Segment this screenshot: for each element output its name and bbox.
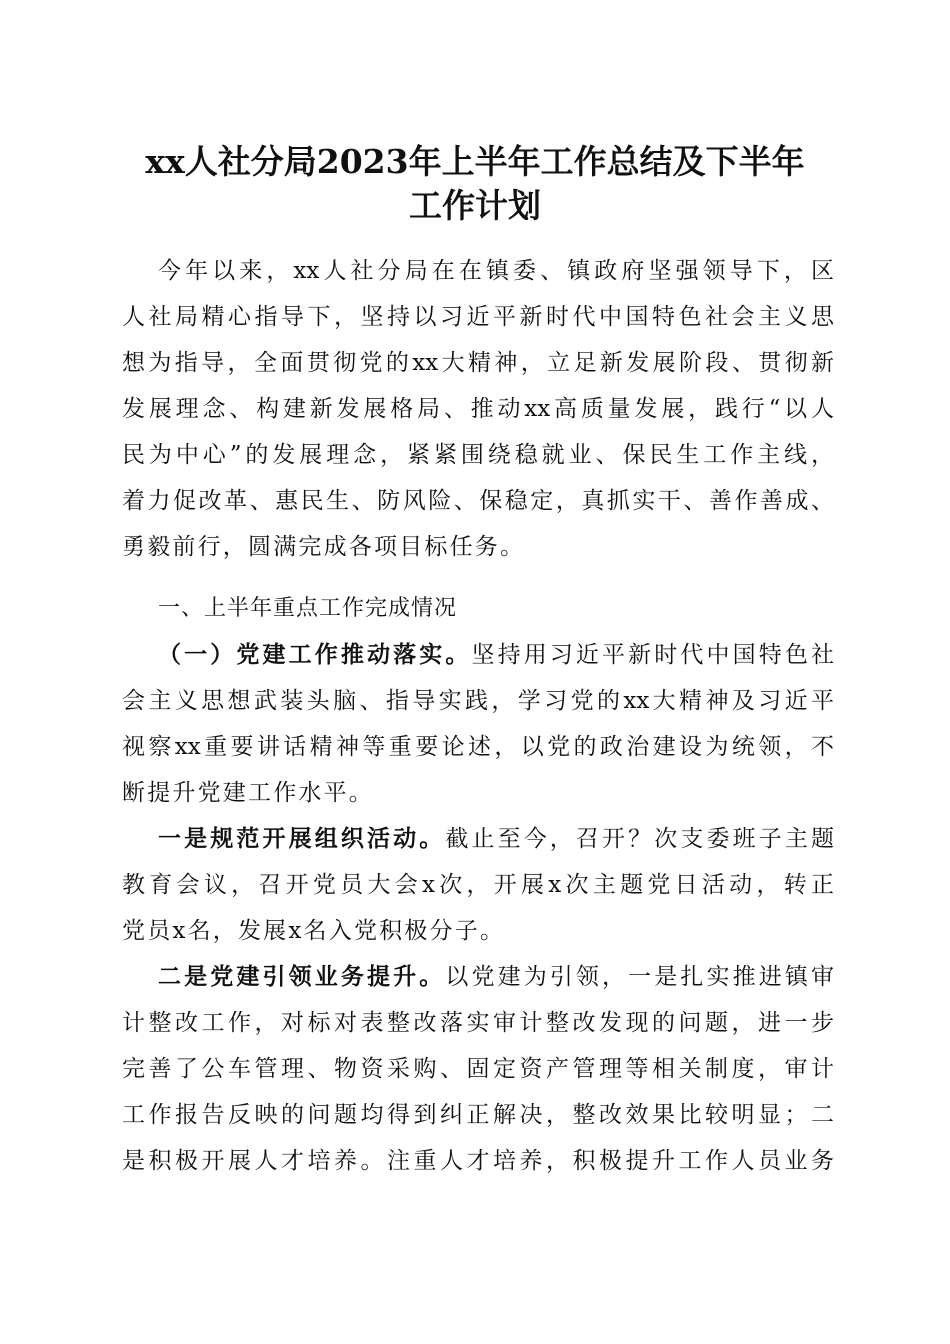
paragraph-line: 发展理念、构建新发展格局、推动xx高质量发展，践行“以人 — [122, 396, 834, 422]
paragraph-line — [158, 954, 834, 1000]
paragraph-line: 工作报告反映的问题均得到纠正解决，整改效果比较明显；二 — [122, 1102, 834, 1128]
paragraph-line: 勇毅前行，圆满完成各项目标任务。 — [122, 534, 526, 560]
paragraph-text: 以党建为引领，一是扎实推进镇审 — [445, 964, 835, 990]
paragraph-line: 完善了公车管理、物资采购、固定资产管理等相关制度，审计 — [122, 1056, 834, 1082]
paragraph-line: 视察xx重要讲话精神等重要论述，以党的政治建设为统领，不 — [122, 734, 834, 760]
paragraph-line: 计整改工作，对标对表整改落实审计整改发现的问题，进一步 — [122, 1010, 834, 1036]
paragraph-line: 断提升党建工作水平。 — [122, 780, 374, 806]
document-title-line-1: xx人社分局2023年上半年工作总结及下半年 — [145, 142, 805, 181]
paragraph-line: 党员x名，发展x名入党积极分子。 — [122, 918, 506, 944]
paragraph-lead: （一）党建工作推动落实。 — [158, 641, 472, 668]
paragraph-line: 是积极开展人才培养。注重人才培养，积极提升工作人员业务 — [122, 1148, 834, 1174]
paragraph-text: 坚持用习近平新时代中国特色社 — [471, 642, 835, 668]
paragraph-line — [158, 816, 834, 862]
paragraph-line: 人社局精心指导下，坚持以习近平新时代中国特色社会主义思 — [122, 304, 834, 330]
paragraph-line: 着力促改革、惠民生、防风险、保稳定，真抓实干、善作善成、 — [122, 488, 834, 514]
paragraph-lead: 二是党建引领业务提升。 — [158, 963, 446, 990]
paragraph-lead: 一是规范开展组织活动。 — [158, 825, 446, 852]
paragraph-text: 截止至今，召开？次支委班子主题 — [445, 826, 835, 852]
paragraph-line: 想为指导，全面贯彻党的xx大精神，立足新发展阶段、贯彻新 — [122, 350, 834, 376]
paragraph-line: 民为中心”的发展理念，紧紧围绕稳就业、保民生工作主线， — [122, 442, 834, 468]
paragraph-line — [158, 632, 834, 678]
paragraph-line: 教育会议，召开党员大会x次，开展x次主题党日活动，转正 — [122, 872, 834, 898]
document-title-line-2: 工作计划 — [409, 186, 541, 225]
paragraph-line: 今年以来，xx人社分局在在镇委、镇政府坚强领导下，区 — [158, 258, 834, 284]
paragraph-line: 会主义思想武装头脑、指导实践，学习党的xx大精神及习近平 — [122, 688, 834, 714]
section-heading: 一、上半年重点工作完成情况 — [158, 596, 458, 621]
